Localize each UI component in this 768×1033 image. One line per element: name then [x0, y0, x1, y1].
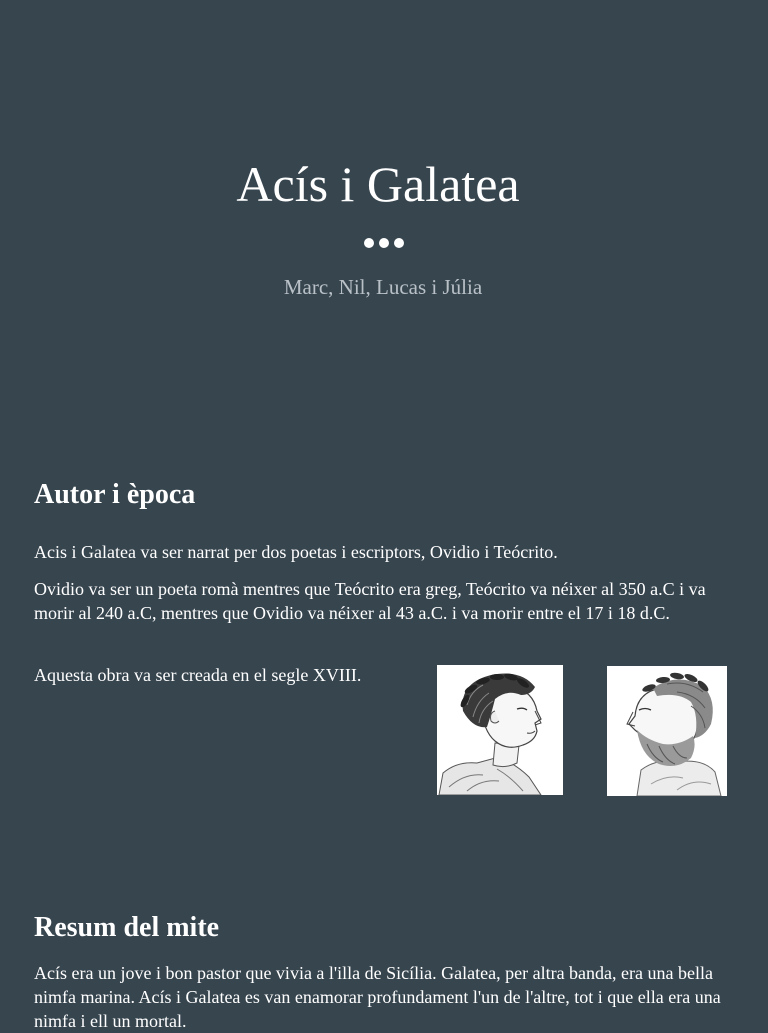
paragraph-autor-1: Acis i Galatea va ser narrat per dos poetas i escriptors, Ovidio i Teócrito. [34, 542, 558, 562]
authors-subtitle: Marc, Nil, Lucas i Júlia [283, 275, 483, 299]
section-heading-autor: Autor i època [34, 479, 196, 510]
divider-dot [394, 238, 404, 248]
ellipsis-divider [364, 238, 404, 250]
theocritus-portrait-image [607, 666, 727, 796]
section-heading-resum: Resum del mite [34, 912, 220, 943]
title-section [0, 0, 768, 440]
paragraph-autor-3: Aquesta obra va ser creada en el segle XVIII. [34, 665, 362, 685]
theocritus-portrait-drawing [607, 666, 727, 796]
paragraph-resum-1: Acís era un jove i bon pastor que vivia a l'illa de Sicília. Galatea, per altra banda, era una bella nimfa marina. Acís i Galatea es van enamorar profundament l'un de l'altre, tot i que ella era una nimfa i ell un mortal. [34, 963, 721, 1031]
ovid-portrait-image [437, 665, 563, 795]
paragraph-autor-2: Ovidio va ser un poeta romà mentres que Teócrito era greg, Teócrito va néixer al 350 a.C i va morir al 240 a.C, mentres que Ovidio va néixer al 43 a.C. i va morir entre el 17 i 18 d.C. [34, 579, 706, 623]
page-title: Acís i Galatea [236, 156, 520, 212]
divider-dot [379, 238, 389, 248]
ovid-portrait-drawing [437, 665, 563, 795]
divider-dot [364, 238, 374, 248]
